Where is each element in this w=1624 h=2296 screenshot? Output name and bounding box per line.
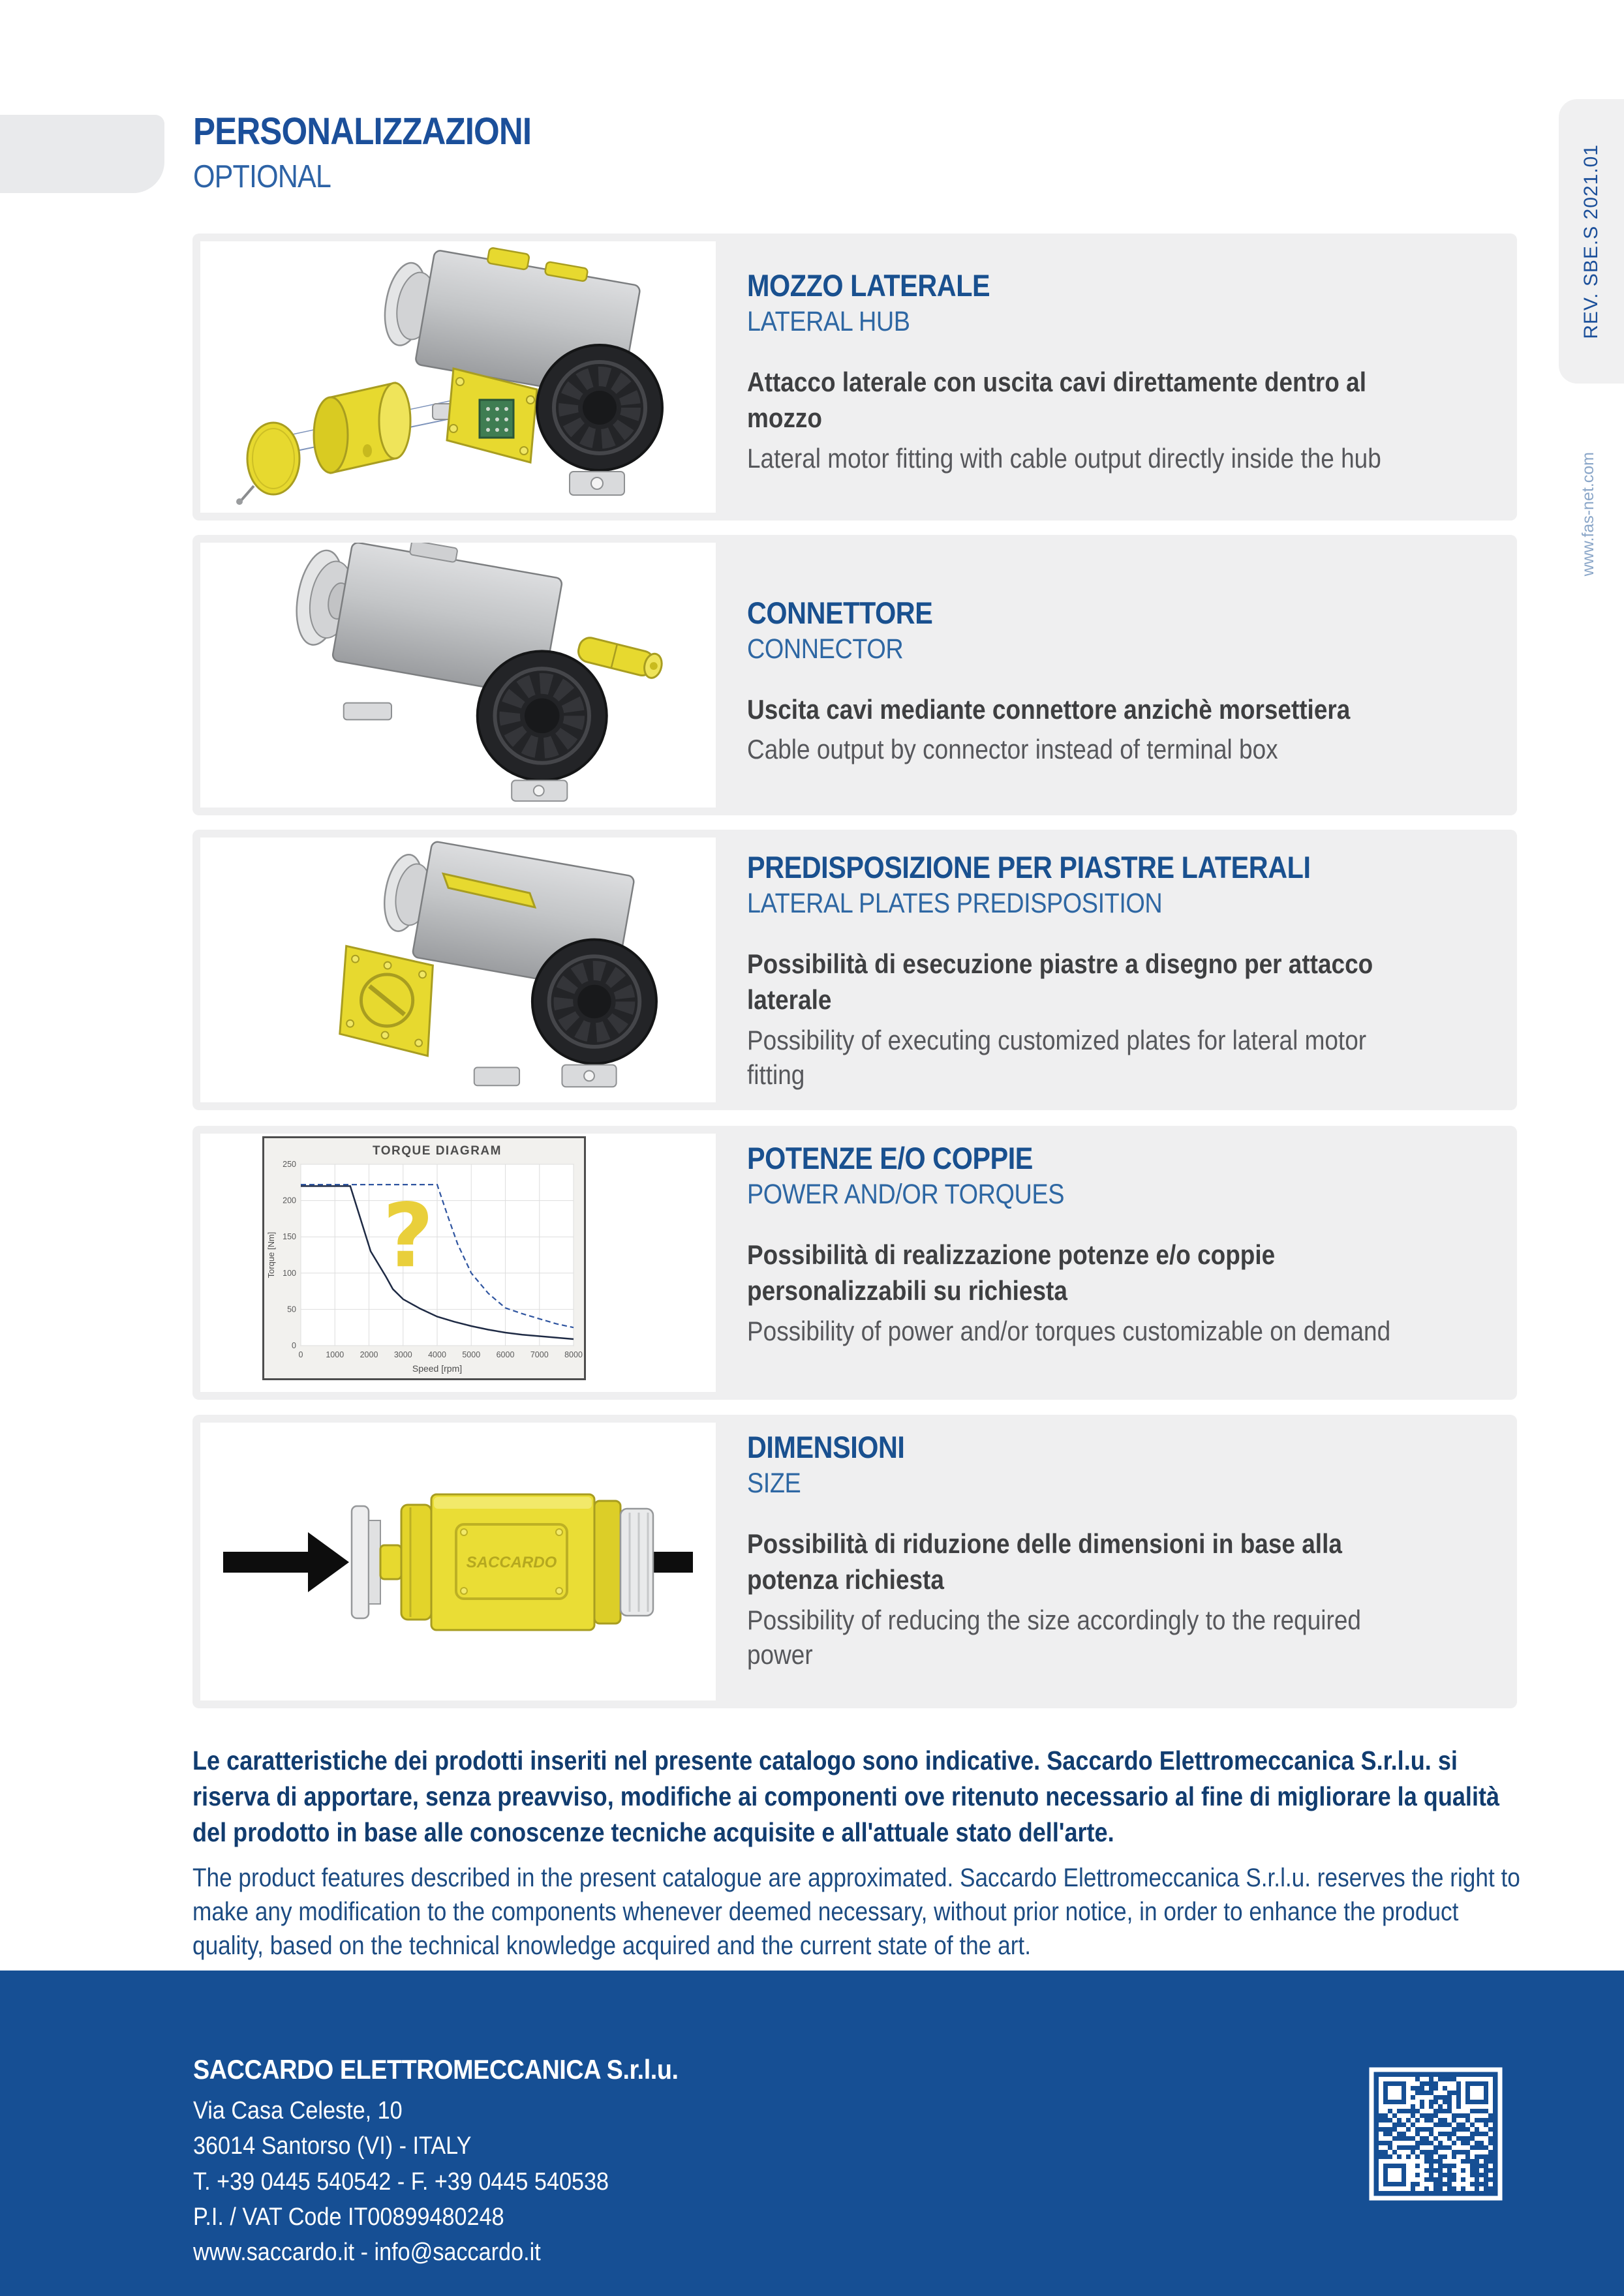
- option-desc-en: Cable output by connector instead of terminal box: [747, 734, 1278, 765]
- qr-code: [1369, 2067, 1503, 2201]
- option-desc-en: Possibility of power and/or torques customizable on demand: [747, 1315, 1391, 1346]
- svg-text:200: 200: [283, 1196, 296, 1205]
- svg-text:100: 100: [283, 1268, 296, 1278]
- option-title-it: CONNETTORE: [747, 596, 933, 630]
- torque-diagram-panel: [262, 1136, 586, 1380]
- side-website: [1579, 449, 1598, 579]
- disclaimer-block: [192, 1743, 1530, 1963]
- option-desc-it: Uscita cavi mediante connettore anzichè morsettiera: [747, 694, 1351, 725]
- svg-text:150: 150: [283, 1232, 296, 1242]
- option-title-it: DIMENSIONI: [747, 1430, 905, 1464]
- option-title-en: LATERAL HUB: [747, 306, 910, 337]
- connector-illustration: [200, 543, 716, 808]
- option-row-size: [192, 1415, 1517, 1708]
- option-desc-en: Lateral motor fitting with cable output directly inside the hub: [747, 442, 1381, 474]
- size-reduction-illustration: [200, 1423, 716, 1700]
- svg-text:50: 50: [287, 1305, 296, 1314]
- option-image-card: [200, 241, 716, 513]
- option-title-it: MOZZO LATERALE: [747, 268, 990, 303]
- company-phone-fax: T. +39 0445 540542 - F. +39 0445 540538: [193, 2168, 609, 2196]
- option-row-lateral-plates: [192, 830, 1517, 1110]
- option-title-it: POTENZE E/O COPPIE: [747, 1141, 1033, 1175]
- svg-text:2000: 2000: [360, 1350, 378, 1359]
- option-desc-it: Possibilità di esecuzione piastre a disegno per attacco laterale: [747, 948, 1373, 1016]
- option-image-card: [200, 1134, 716, 1392]
- company-vat: P.I. / VAT Code IT00899480248: [193, 2203, 504, 2231]
- svg-text:6000: 6000: [496, 1350, 515, 1359]
- svg-text:TORQUE DIAGRAM: TORQUE DIAGRAM: [373, 1144, 502, 1158]
- option-image-card: [200, 1423, 716, 1700]
- svg-text:7000: 7000: [530, 1350, 549, 1359]
- lateral-hub-illustration: [200, 241, 716, 513]
- svg-text:SACCARDO: SACCARDO: [466, 1554, 557, 1571]
- company-address: Via Casa Celeste, 10: [193, 2097, 403, 2124]
- revision-label: REV. SBE.S 2021.01: [1580, 144, 1602, 339]
- footer: [0, 1971, 1624, 2296]
- page-header: [193, 110, 767, 195]
- option-image-card: [200, 543, 716, 808]
- option-row-power-torques: [192, 1126, 1517, 1400]
- company-contact-block: [193, 2054, 839, 2271]
- lateral-plates-illustration: [200, 838, 716, 1102]
- company-name: SACCARDO ELETTROMECCANICA S.r.l.u.: [193, 2054, 679, 2085]
- revision-tab: [1559, 99, 1624, 384]
- option-title-en: LATERAL PLATES PREDISPOSITION: [747, 888, 1163, 919]
- disclaimer-en: The product features described in the present catalogue are approximated. Saccardo Elettromeccanica S.r.l.u. reserves the right to make any modification to the components whenever deemed necessary, without prior notice, in order to enhance the product quality, based on the technical knowledge acquired and the current state of the art.: [192, 1863, 1520, 1960]
- option-title-it: PREDISPOSIZIONE PER PIASTRE LATERALI: [747, 850, 1311, 884]
- option-desc-it: Attacco laterale con uscita cavi direttamente dentro al mozzo: [747, 367, 1366, 434]
- left-corner-tab: [0, 115, 164, 193]
- page-subtitle: OPTIONAL: [193, 159, 331, 194]
- option-desc-it: Possibilità di riduzione delle dimensioni in base alla potenza richiesta: [747, 1528, 1342, 1595]
- svg-text:3000: 3000: [393, 1350, 412, 1359]
- option-title-en: CONNECTOR: [747, 633, 904, 665]
- option-row-lateral-hub: [192, 234, 1517, 521]
- option-image-card: [200, 838, 716, 1102]
- option-title-en: SIZE: [747, 1468, 801, 1499]
- svg-text:4000: 4000: [428, 1350, 446, 1359]
- svg-text:5000: 5000: [462, 1350, 481, 1359]
- company-website-email[interactable]: www.saccardo.it - info@saccardo.it: [193, 2239, 541, 2267]
- option-desc-en: Possibility of reducing the size accordingly to the required power: [747, 1604, 1361, 1670]
- svg-text:8000: 8000: [564, 1350, 583, 1359]
- page-title: PERSONALIZZAZIONI: [193, 110, 532, 153]
- option-row-connector: [192, 535, 1517, 815]
- disclaimer-it: Le caratteristiche dei prodotti inseriti nel presente catalogo sono indicative. Saccardo Elettromeccanica S.r.l.u. si riserva di apportare, senza preavviso, modifiche ai componenti ove ritenuto necessario al fine di migliorare la qualità del prodotto in base alle conoscenze tecniche acquisite e all'attuale stato dell'arte.: [192, 1745, 1500, 1847]
- svg-text:0: 0: [292, 1341, 296, 1350]
- torque-diagram-chart: [264, 1138, 584, 1378]
- option-desc-it: Possibilità di realizzazione potenze e/o coppie personalizzabili su richiesta: [747, 1239, 1276, 1307]
- option-title-en: POWER AND/OR TORQUES: [747, 1179, 1065, 1210]
- svg-text:Speed [rpm]: Speed [rpm]: [412, 1363, 463, 1374]
- svg-text:0: 0: [298, 1350, 303, 1359]
- option-desc-en: Possibility of executing customized plates for lateral motor fitting: [747, 1024, 1367, 1090]
- company-city: 36014 Santorso (VI) - ITALY: [193, 2132, 472, 2160]
- svg-text:Torque [Nm]: Torque [Nm]: [266, 1231, 276, 1278]
- svg-text:250: 250: [283, 1160, 296, 1169]
- side-website-label: www.fas-net.com: [1579, 451, 1597, 577]
- svg-text:?: ?: [382, 1185, 434, 1288]
- svg-text:1000: 1000: [326, 1350, 345, 1359]
